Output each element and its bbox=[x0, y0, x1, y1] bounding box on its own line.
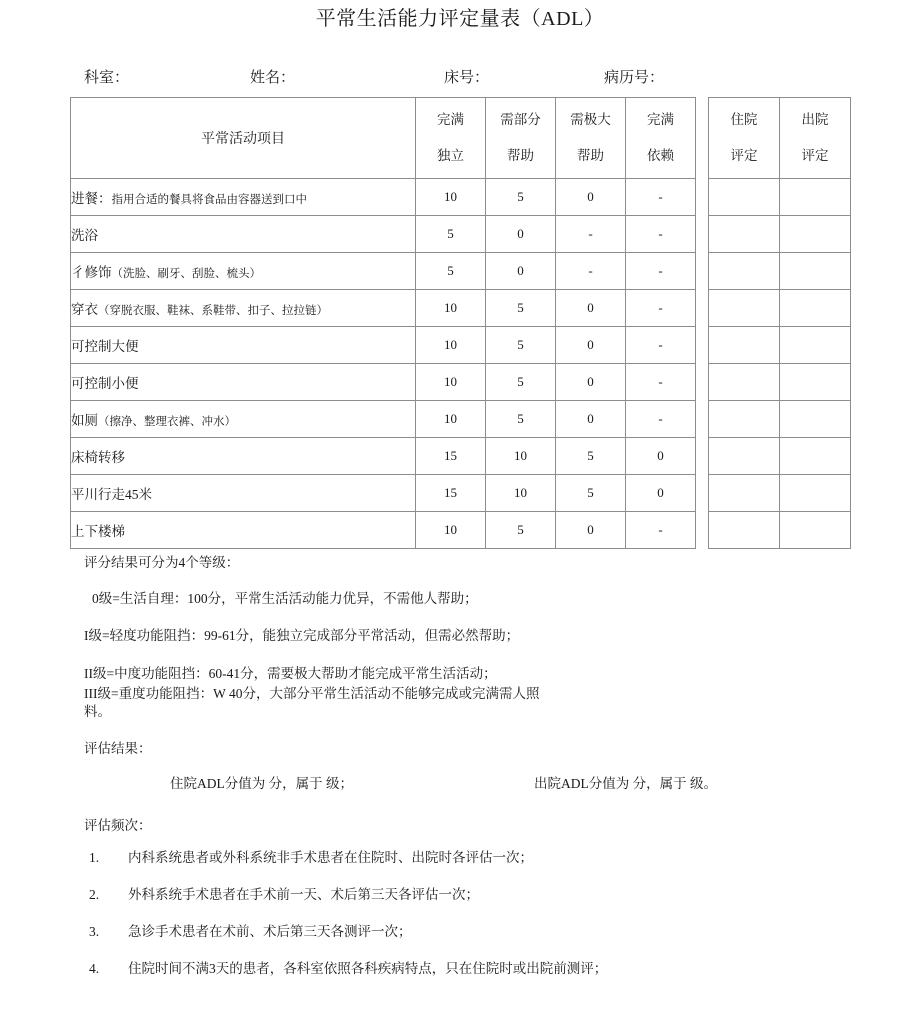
score-cell-partial-help: 0 bbox=[486, 253, 556, 290]
table-row bbox=[71, 253, 851, 290]
table-row bbox=[71, 512, 851, 549]
score-cell-partial-help: 10 bbox=[486, 438, 556, 475]
table-row bbox=[71, 327, 851, 364]
assessment-cell-discharge[interactable] bbox=[780, 438, 851, 475]
score-cell-partial-help: 5 bbox=[486, 401, 556, 438]
patient-info-record-label: 病历号： bbox=[604, 70, 665, 86]
activity-item-note: （洗脸、刷牙、刮脸、梳头） bbox=[111, 268, 261, 280]
score-cell-full-independent: 10 bbox=[416, 401, 486, 438]
list-item bbox=[84, 884, 884, 921]
assessment-cell-discharge[interactable] bbox=[780, 401, 851, 438]
score-cell-partial-help: 5 bbox=[486, 290, 556, 327]
score-cell-major-help: 0 bbox=[556, 327, 626, 364]
activity-item-name: 彳修饰 bbox=[71, 265, 112, 280]
activity-item-name: 可控制小便 bbox=[71, 376, 139, 391]
activity-item-name: 平川行走45米 bbox=[71, 487, 152, 502]
result-admission-text: 住院ADL分值为 分，属于 级； bbox=[170, 776, 353, 791]
grade-0-text: 0级=生活自理：100分，平常生活活动能力优异，不需他人帮助； bbox=[92, 591, 478, 606]
activity-item-label bbox=[71, 216, 416, 253]
assessment-cell-admission[interactable] bbox=[709, 364, 780, 401]
column-header-discharge-line2: 评定 bbox=[801, 148, 829, 163]
column-header-discharge-line1: 出院 bbox=[801, 111, 829, 127]
assessment-cell-admission[interactable] bbox=[709, 253, 780, 290]
score-cell-full-dependent: - bbox=[626, 253, 696, 290]
activity-item-label bbox=[71, 401, 416, 438]
column-header-admission-line1: 住院 bbox=[730, 111, 758, 127]
assessment-cell-discharge[interactable] bbox=[780, 364, 851, 401]
column-header-full-dependent-line2: 依赖 bbox=[647, 148, 674, 163]
assessment-cell-discharge[interactable] bbox=[780, 216, 851, 253]
score-cell-partial-help: 5 bbox=[486, 364, 556, 401]
table-column-gap bbox=[696, 179, 709, 216]
table-column-gap bbox=[696, 512, 709, 549]
activity-item-label bbox=[71, 253, 416, 290]
assessment-cell-discharge[interactable] bbox=[780, 290, 851, 327]
score-cell-major-help: 0 bbox=[556, 401, 626, 438]
list-item-number: 1. bbox=[89, 850, 100, 865]
score-cell-major-help: 0 bbox=[556, 364, 626, 401]
score-cell-full-dependent: 0 bbox=[626, 438, 696, 475]
activity-item-label bbox=[71, 512, 416, 549]
list-item-text: 内科系统患者或外科系统非手术患者在住院时、出院时各评估一次； bbox=[128, 850, 533, 865]
column-header-partial-help-line1: 需部分 bbox=[500, 111, 541, 127]
column-header-activity-item: 平常活动项目 bbox=[71, 98, 416, 179]
score-cell-major-help: - bbox=[556, 216, 626, 253]
grade-3-text-line1: III级=重度功能阻挡：W 40分，大部分平常生活活动不能够完成或完满需人照 bbox=[84, 686, 540, 701]
column-header-admission-assessment bbox=[709, 98, 780, 179]
patient-info-row bbox=[84, 66, 844, 88]
column-header-full-independent-line2: 独立 bbox=[437, 148, 464, 163]
score-cell-full-independent: 10 bbox=[416, 327, 486, 364]
list-item bbox=[84, 958, 884, 995]
table-column-gap bbox=[696, 98, 709, 179]
assessment-cell-discharge[interactable] bbox=[780, 512, 851, 549]
table-column-gap bbox=[696, 327, 709, 364]
column-header-major-help-line1: 需极大 bbox=[570, 111, 611, 127]
column-header-discharge-assessment bbox=[780, 98, 851, 179]
assessment-cell-admission[interactable] bbox=[709, 216, 780, 253]
score-cell-full-independent: 10 bbox=[416, 179, 486, 216]
activity-item-name: 床椅转移 bbox=[71, 450, 125, 465]
score-cell-full-dependent: - bbox=[626, 290, 696, 327]
score-cell-full-dependent: 0 bbox=[626, 475, 696, 512]
score-cell-partial-help: 5 bbox=[486, 512, 556, 549]
activity-item-label bbox=[71, 364, 416, 401]
activity-item-label bbox=[71, 475, 416, 512]
activity-item-label bbox=[71, 179, 416, 216]
activity-item-name: 上下楼梯 bbox=[71, 524, 125, 539]
assessment-cell-admission[interactable] bbox=[709, 512, 780, 549]
table-row bbox=[71, 179, 851, 216]
activity-item-name: 穿衣 bbox=[71, 302, 98, 317]
table-row bbox=[71, 475, 851, 512]
score-cell-full-dependent: - bbox=[626, 327, 696, 364]
table-column-gap bbox=[696, 216, 709, 253]
table-row bbox=[71, 364, 851, 401]
score-cell-full-dependent: - bbox=[626, 179, 696, 216]
score-cell-full-independent: 15 bbox=[416, 438, 486, 475]
score-cell-major-help: 5 bbox=[556, 475, 626, 512]
grade-3-text-line2: 料。 bbox=[84, 704, 111, 719]
table-column-gap bbox=[696, 401, 709, 438]
column-header-major-help-line2: 帮助 bbox=[577, 148, 604, 163]
table-column-gap bbox=[696, 475, 709, 512]
column-header-major-help bbox=[556, 98, 626, 179]
activity-item-note: 指用合适的餐具将食品由容器送到口中 bbox=[111, 194, 307, 206]
list-item bbox=[84, 921, 884, 958]
grade-2-text: II级=中度功能阻挡：60-41分，需要极大帮助才能完成平常生活活动； bbox=[84, 666, 497, 681]
column-header-partial-help-line2: 帮助 bbox=[507, 148, 534, 163]
assessment-cell-discharge[interactable] bbox=[780, 253, 851, 290]
activity-item-name: 进餐： bbox=[71, 191, 112, 206]
assessment-cell-admission[interactable] bbox=[709, 290, 780, 327]
score-cell-major-help: 0 bbox=[556, 179, 626, 216]
patient-info-name-label: 姓名： bbox=[250, 70, 296, 86]
assessment-cell-discharge[interactable] bbox=[780, 327, 851, 364]
activity-item-label bbox=[71, 327, 416, 364]
list-item-number: 3. bbox=[89, 924, 100, 939]
result-discharge-text: 出院ADL分值为 分，属于 级。 bbox=[534, 776, 717, 791]
score-cell-major-help: - bbox=[556, 253, 626, 290]
column-header-admission-line2: 评定 bbox=[730, 148, 758, 163]
grade-1-text: I级=轻度功能阻挡：99-61分，能独立完成部分平常活动，但需必然帮助； bbox=[84, 628, 520, 643]
table-row bbox=[71, 401, 851, 438]
table-row bbox=[71, 290, 851, 327]
score-cell-full-independent: 10 bbox=[416, 290, 486, 327]
table-column-gap bbox=[696, 364, 709, 401]
score-cell-major-help: 0 bbox=[556, 290, 626, 327]
frequency-list bbox=[84, 847, 884, 995]
list-item-text: 外科系统手术患者在手术前一天、术后第三天各评估一次； bbox=[128, 887, 479, 902]
result-section-title: 评估结果： bbox=[84, 741, 152, 756]
score-cell-full-dependent: - bbox=[626, 512, 696, 549]
frequency-section-title: 评估频次： bbox=[84, 818, 152, 833]
score-cell-full-independent: 10 bbox=[416, 364, 486, 401]
assessment-cell-admission[interactable] bbox=[709, 179, 780, 216]
list-item-number: 4. bbox=[89, 961, 100, 976]
score-cell-full-independent: 5 bbox=[416, 216, 486, 253]
table-row bbox=[71, 438, 851, 475]
table-body bbox=[71, 179, 851, 549]
assessment-cell-discharge[interactable] bbox=[780, 475, 851, 512]
assessment-cell-admission[interactable] bbox=[709, 327, 780, 364]
activity-item-label bbox=[71, 438, 416, 475]
table-row bbox=[71, 216, 851, 253]
score-cell-full-dependent: - bbox=[626, 216, 696, 253]
assessment-cell-admission[interactable] bbox=[709, 475, 780, 512]
patient-info-bed-label: 床号： bbox=[444, 70, 490, 86]
activity-item-name: 洗浴 bbox=[71, 228, 98, 243]
page-title: 平常生活能力评定量表（ADL） bbox=[315, 8, 605, 30]
score-cell-full-independent: 15 bbox=[416, 475, 486, 512]
column-header-full-dependent-line1: 完满 bbox=[647, 111, 674, 127]
score-cell-full-dependent: - bbox=[626, 364, 696, 401]
score-cell-partial-help: 0 bbox=[486, 216, 556, 253]
score-cell-major-help: 0 bbox=[556, 512, 626, 549]
table-column-gap bbox=[696, 438, 709, 475]
table-column-gap bbox=[696, 290, 709, 327]
activity-item-name: 如厕 bbox=[71, 413, 98, 428]
activity-item-note: （穿脱衣服、鞋袜、系鞋带、扣子、拉拉链） bbox=[98, 305, 328, 317]
table-column-gap bbox=[696, 253, 709, 290]
assessment-cell-admission[interactable] bbox=[709, 438, 780, 475]
grade-intro-text: 评分结果可分为4个等级： bbox=[84, 555, 240, 570]
activity-item-label bbox=[71, 290, 416, 327]
table-header-row bbox=[71, 98, 851, 179]
score-cell-full-independent: 10 bbox=[416, 512, 486, 549]
result-line bbox=[84, 772, 844, 792]
patient-info-department-label: 科室： bbox=[84, 70, 130, 86]
score-cell-partial-help: 5 bbox=[486, 327, 556, 364]
column-header-full-independent-line1: 完满 bbox=[437, 111, 464, 127]
list-item-text: 急诊手术患者在术前、术后第三天各测评一次； bbox=[128, 924, 412, 939]
column-header-partial-help bbox=[486, 98, 556, 179]
column-header-full-independent bbox=[416, 98, 486, 179]
score-cell-full-independent: 5 bbox=[416, 253, 486, 290]
adl-assessment-table bbox=[70, 97, 851, 549]
list-item-text: 住院时间不满3天的患者，各科室依照各科疾病特点，只在住院时或出院前测评； bbox=[128, 961, 608, 976]
score-cell-partial-help: 5 bbox=[486, 179, 556, 216]
score-cell-partial-help: 10 bbox=[486, 475, 556, 512]
list-item bbox=[84, 847, 884, 884]
activity-item-note: （擦净、整理衣裤、冲水） bbox=[98, 416, 236, 428]
assessment-cell-discharge[interactable] bbox=[780, 179, 851, 216]
score-cell-full-dependent: - bbox=[626, 401, 696, 438]
activity-item-name: 可控制大便 bbox=[71, 339, 139, 354]
column-header-full-dependent bbox=[626, 98, 696, 179]
score-cell-major-help: 5 bbox=[556, 438, 626, 475]
list-item-number: 2. bbox=[89, 887, 100, 902]
assessment-cell-admission[interactable] bbox=[709, 401, 780, 438]
